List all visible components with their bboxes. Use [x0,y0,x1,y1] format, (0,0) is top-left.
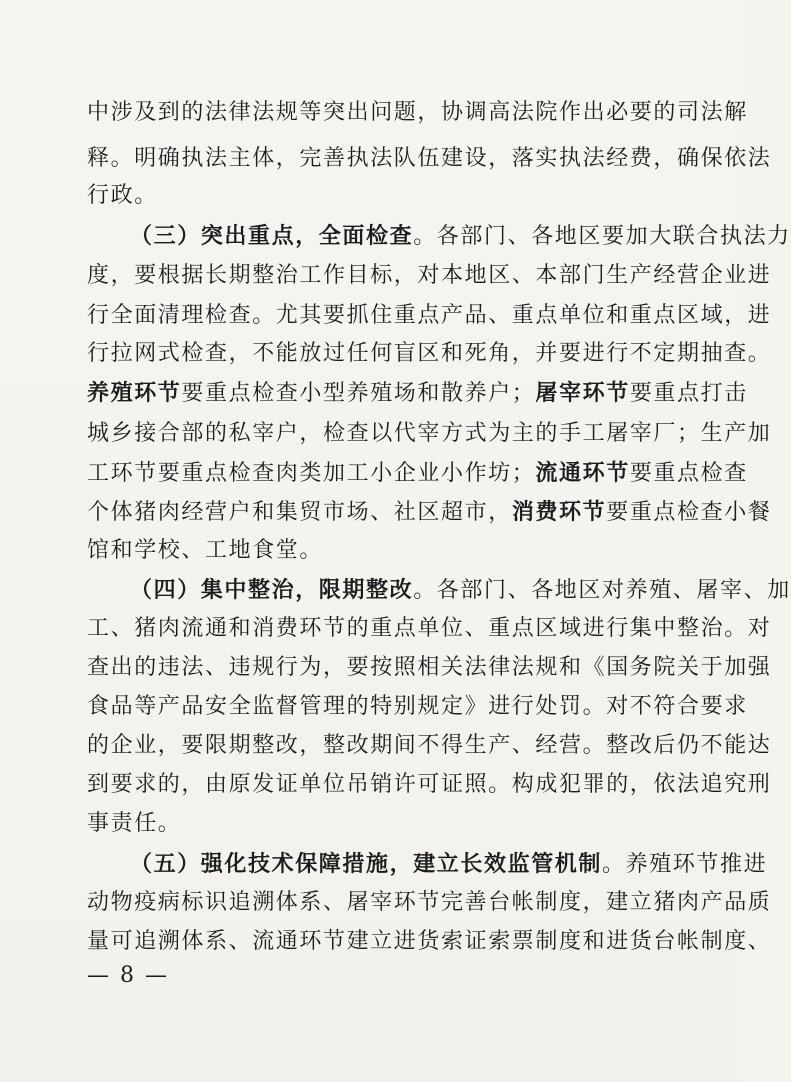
text-segment: 行政。 [87,183,158,208]
text-segment: 查出的违法、违规行为，要按照相关法律法规和《国务院关于加强 [87,655,772,680]
section-heading-line [130,218,791,254]
text-segment: 释。明确执法主体，完善执法队伍建设，落实执法经费，确保依法 [87,146,772,171]
text-line [87,494,772,530]
text-segment: 工环节要重点检查肉类加工小企业小作坊； [87,461,536,486]
text-segment: 中涉及到的法律法规等突出问题，协调高法院作出必要的司法解 [87,100,748,125]
bold-term-consumption: 消费环节 [511,499,607,525]
bold-term-breeding: 养殖环节 [87,380,182,406]
text-segment: 馆和学校、工地食堂。 [87,538,324,563]
text-line [87,533,677,569]
text-line [87,728,772,764]
section-heading-3: （三）突出重点，全面检查 [130,223,414,249]
text-segment: 量可追溯体系、流通环节建立进货索证索票制度和进货台帐制度、 [87,929,772,954]
text-line [87,924,772,960]
text-line [87,141,772,177]
text-line [87,375,748,411]
section-heading-4: （四）集中整治，限期整改 [130,577,414,603]
text-line [87,767,772,803]
text-segment: 。各部门、各地区要加大联合执法力 [413,224,791,249]
text-segment: 要重点检查小餐 [606,500,772,525]
section-heading-line [130,846,768,882]
text-line [87,336,772,372]
text-line [87,611,772,647]
text-segment: 城乡接合部的私宰户，检查以代宰方式为主的手工屠宰厂；生产加 [87,421,772,446]
text-segment: 食品等产品安全监督管理的特别规定》进行处罚。对不符合要求 [87,694,748,719]
text-segment: 要重点打击 [629,381,748,406]
text-line [87,416,772,452]
text-segment: 行拉网式检查，不能放过任何盲区和死角，并要进行不定期抽查。 [87,341,772,366]
section-heading-5: （五）强化技术保障措施，建立长效监管机制 [130,851,603,877]
text-segment: 。各部门、各地区对养殖、屠宰、加 [413,578,791,603]
text-line [87,178,677,214]
text-line [87,650,772,686]
text-line [87,689,748,725]
text-line [87,455,748,491]
page-number: — 8 — [87,963,169,988]
text-line [87,258,772,294]
text-line [87,298,772,334]
section-heading-line [130,572,791,608]
bold-term-slaughter: 屠宰环节 [535,380,630,406]
text-line [87,95,748,131]
text-segment: 行全面清理检查。尤其要抓住重点产品、重点单位和重点区域，进 [87,303,772,328]
text-segment: 度，要根据长期整治工作目标，对本地区、本部门生产经营企业进 [87,263,772,288]
text-segment: 要重点检查小型养殖场和散养户； [181,381,536,406]
text-line [87,806,677,842]
text-segment: 个体猪肉经营户和集贸市场、社区超市， [87,500,512,525]
text-segment: 动物疫病标识追溯体系、屠宰环节完善台帐制度，建立猪肉产品质 [87,890,772,915]
text-segment: 到要求的，由原发证单位吊销许可证照。构成犯罪的，依法追究刑 [87,772,772,797]
text-segment: 。养殖环节推进 [602,852,768,877]
text-segment: 事责任。 [87,811,182,836]
text-line [87,885,772,921]
text-segment: 的企业，要限期整改，整改期间不得生产、经营。整改后仍不能达 [87,733,772,758]
bold-term-circulation: 流通环节 [535,460,630,486]
text-segment: 要重点检查 [629,461,748,486]
text-segment: 工、猪肉流通和消费环节的重点单位、重点区域进行集中整治。对 [87,616,772,641]
